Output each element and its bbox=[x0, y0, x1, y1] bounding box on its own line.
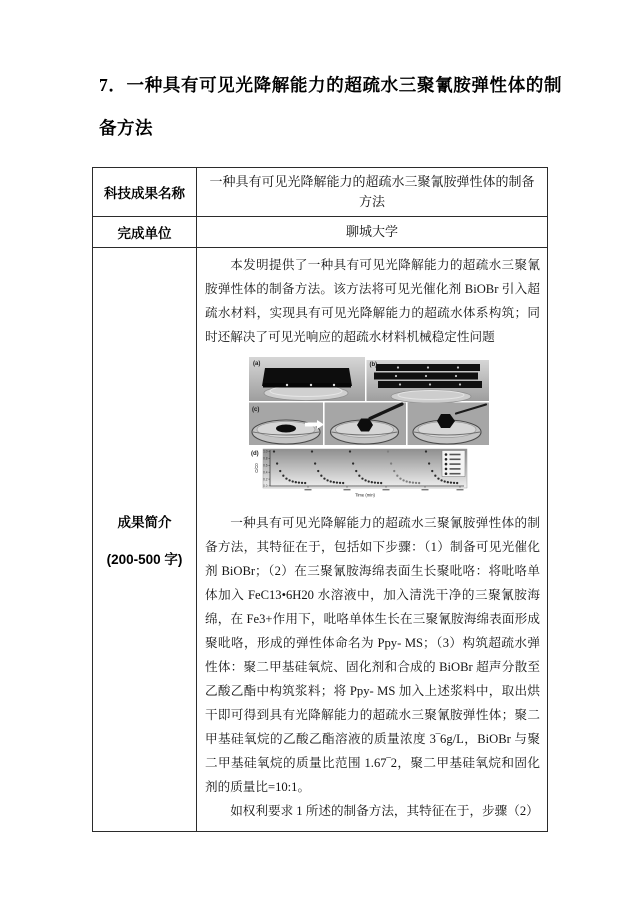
svg-text:(a): (a) bbox=[253, 361, 261, 367]
svg-text:0.0: 0.0 bbox=[263, 484, 268, 489]
svg-text:0.8: 0.8 bbox=[263, 456, 268, 461]
intro-paragraph-1: 本发明提供了一种具有可见光降解能力的超疏水三聚氰胺弹性体的制备方法。该方法将可见光催化剂 BiOBr 引入超疏水材料，实现具有可见光降解能力的超疏水体系构筑；同时还解决了可见光响应的超疏水材料机械稳定性问题 bbox=[205, 258, 540, 344]
row-header-intro bbox=[93, 248, 197, 831]
achievement-table bbox=[92, 167, 548, 832]
svg-text:(b): (b) bbox=[369, 362, 378, 368]
table-row-intro bbox=[93, 248, 547, 831]
intro-header-note: (200-500 字) bbox=[106, 552, 183, 567]
intro-paragraph-2: 一种具有可见光降解能力的超疏水三聚氰胺弹性体的制备方法，其特征在于，包括如下步骤：（1）制备可见光催化剂 BiOBr；（2）在三聚氰胺海绵表面生长聚吡咯：将吡咯单体加入 FeC13•6H20 水溶液中，加入清洗干净的三聚氰胺海绵，在 Fe3+作用下，吡咯单体生长在三聚氰胺海绵表面形成聚吡咯，形成的弹性体命名为 Ppy- MS；（3）构筑超疏水弹性体：聚二甲基硅氧烷、固化剂和合成的 BiOBr 超声分散至乙酸乙酯中构筑浆料；将 Ppy- MS 加入上述浆料中，取出烘干即可得到具有光降解能力的超疏水三聚氰胺弹性体；聚二甲基硅氧烷的乙酸乙酯溶液的质量浓度 3‾6g/L，BiOBr 与聚二甲基硅氧烷的质量比范围 1.67‾2，聚二甲基硅氧烷和固化剂的质量比=10:1。 bbox=[205, 516, 540, 794]
table-row-name bbox=[93, 168, 547, 217]
svg-text:1.0: 1.0 bbox=[263, 449, 268, 454]
svg-text:0.6: 0.6 bbox=[263, 463, 268, 468]
intro-body bbox=[197, 248, 547, 831]
row-value-name: 一种具有可见光降解能力的超疏水三聚氰胺弹性体的制备方法 bbox=[209, 174, 535, 209]
row-header-name: 科技成果名称 bbox=[93, 168, 197, 216]
result-figure bbox=[249, 355, 489, 505]
row-value-unit: 聊城大学 bbox=[345, 224, 398, 239]
page-title: 7．一种具有可见光降解能力的超疏水三聚氰胺弹性体的制备方法 bbox=[99, 75, 562, 138]
svg-text:0.4: 0.4 bbox=[263, 470, 268, 475]
svg-text:(d): (d) bbox=[251, 451, 259, 457]
svg-text:0.2: 0.2 bbox=[263, 477, 268, 482]
intro-header-label: 成果简介 bbox=[117, 515, 172, 530]
svg-text:C/C0: C/C0 bbox=[254, 463, 259, 473]
svg-text:(c): (c) bbox=[252, 407, 260, 413]
row-header-unit: 完成单位 bbox=[93, 217, 197, 247]
table-row-unit bbox=[93, 217, 547, 248]
svg-text:Time (min): Time (min) bbox=[355, 492, 375, 498]
intro-paragraph-3: 如权利要求 1 所述的制备方法，其特征在于，步骤（2） bbox=[230, 804, 539, 818]
